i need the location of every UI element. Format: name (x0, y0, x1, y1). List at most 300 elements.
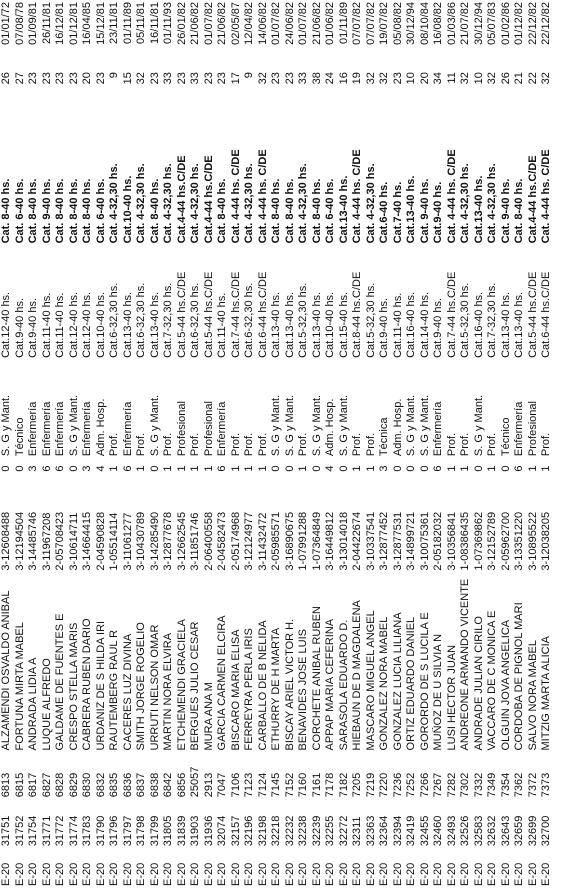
table-cell: 32239 (310, 815, 323, 847)
table-cell: 1 (175, 465, 188, 472)
table-cell: E-20 (310, 862, 323, 886)
table-cell: Prof. (540, 432, 552, 457)
table-cell: Cat.7-40 hs. (391, 181, 404, 244)
table-cell: 19/07/82 (378, 2, 390, 45)
table-cell: Enfermería (81, 401, 93, 457)
table-cell: E-20 (0, 862, 12, 886)
table-cell: Cat.5-44 hs.C/DE (202, 271, 215, 358)
table-cell: Cat. 6-40 hs. (324, 178, 336, 244)
table-cell: 32196 (243, 815, 255, 847)
table-cell: 3-10356841 (445, 511, 458, 571)
table-cell: Cat.4-44 hs.C/DE (202, 155, 215, 244)
table-cell: E-20 (54, 862, 66, 886)
table-cell: ALZAMENDI OSVALDO ANIBAL (0, 590, 12, 751)
table-cell: 1 (108, 465, 120, 472)
table-row (365, 0, 379, 888)
table-cell: 05/07/83 (486, 2, 498, 45)
table-cell: E-20 (472, 862, 485, 886)
table-cell: 01/11/93 (162, 2, 174, 45)
table-cell: 31798 (135, 815, 147, 847)
table-cell: Cat. 4-32,30 hs. (486, 163, 498, 244)
table-cell: E-20 (351, 862, 363, 886)
table-cell: 1 (486, 465, 498, 472)
table-cell: Cat.13-40 hs. (405, 175, 417, 244)
table-cell: 32583 (472, 815, 485, 847)
table-cell: Cat.5-44 hs.C/DE (175, 271, 188, 358)
table-cell: E-20 (67, 862, 80, 886)
table-cell: Cat. 4-32,30 hs. (297, 163, 309, 244)
table-cell: 31772 (54, 815, 66, 847)
table-cell: 6837 (135, 772, 147, 798)
table-cell: Cat. 6-40 hs. (13, 178, 26, 244)
table-cell: 3-16449812 (324, 511, 336, 571)
table-cell: E-20 (81, 862, 93, 886)
table-row (351, 0, 365, 888)
table-cell: 7302 (459, 772, 471, 798)
table-cell: 3-12194504 (13, 511, 26, 571)
table-cell: S. G y Mant. (310, 394, 323, 457)
table-cell: Cat. 4-32,30 hs. (364, 163, 377, 244)
table-cell: Cat.9-40 hs. (27, 298, 39, 358)
table-cell: 33 (162, 72, 174, 85)
table-cell: 17 (229, 72, 242, 85)
table-cell: 26/11/81 (40, 2, 53, 45)
table-cell: Cat.6-40 hs. (378, 181, 390, 244)
table-cell: Cat. 8-40 hs. (27, 178, 39, 244)
table-cell: 26 (0, 72, 12, 85)
table-cell: BISCARO MARIA ELISA (229, 629, 242, 751)
table-cell: RAUTEMBERG RAUL R (108, 629, 120, 751)
table-cell: E-20 (526, 862, 539, 886)
table-cell: 32 (135, 72, 147, 85)
table-cell: 6835 (108, 772, 120, 798)
table-cell: 3 (27, 465, 39, 472)
table-cell: S. G y Mant. (270, 394, 282, 457)
table-cell: Prof. (108, 432, 120, 457)
table-cell: 32 (540, 72, 552, 85)
table-cell: Cat. 4-44 hs. C/DE (351, 149, 363, 244)
table-cell: BERGUES JULIO CESAR (189, 621, 201, 751)
table-cell: Cat.8-44 hs.C/DE (351, 271, 363, 358)
table-cell: MUÑOZ DE U SILVIA N (432, 633, 444, 751)
table-cell: Cat. 8-40 hs. (216, 178, 228, 244)
table-cell: 19 (351, 72, 363, 85)
table-row (500, 0, 514, 888)
table-cell: 7267 (432, 772, 444, 798)
table-cell: Cat.7-44 hs.C/DE (445, 271, 458, 358)
table-cell: 32311 (351, 816, 363, 847)
table-cell: 22 (526, 72, 539, 85)
table-cell: Cat.12-40 hs. (0, 291, 12, 358)
table-cell: 7124 (256, 772, 269, 798)
table-row (284, 0, 298, 888)
table-cell: 0 (499, 465, 512, 472)
table-cell: Enfermería (216, 401, 228, 457)
table-cell: 16/12/81 (54, 2, 66, 45)
table-cell: Cat.11-40 hs. (54, 292, 66, 358)
table-cell: 2-04590828 (94, 511, 107, 571)
table-cell: 3-10075361 (418, 511, 431, 571)
table-cell: GONZALEZ NORA MABEL (378, 616, 390, 751)
table-cell: 10 (405, 72, 417, 85)
table-cell: 16/08/82 (432, 2, 444, 45)
table-cell: E-20 (229, 862, 242, 886)
table-cell: S. G y Mant. (148, 394, 161, 457)
table-cell: Cat. 8-40 hs. (310, 178, 323, 244)
table-cell: 23 (67, 72, 80, 85)
table-cell: Cat.12-40 hs. (81, 291, 93, 358)
table-cell: Cat. 4-32,30 hs. (459, 163, 471, 244)
table-cell: 31797 (121, 815, 134, 847)
table-cell: 1-08386435 (459, 511, 471, 571)
table-cell: Cat. 4-32,30 hs. (189, 163, 201, 244)
table-cell: 05/11/81 (135, 2, 147, 45)
table-cell: 30/12/94 (472, 2, 485, 45)
table-cell: SARASOLA EDUARDO D. (337, 619, 350, 751)
table-cell: Cat.16-40 hs. (405, 291, 417, 358)
table-cell: 7106 (229, 772, 242, 798)
table-cell: 31754 (27, 815, 39, 847)
table-cell: Cat.13-40 hs. (337, 175, 350, 244)
table-row (324, 0, 338, 888)
table-cell: ANDRADA LIDIA A (27, 657, 39, 751)
table-cell: 2-04582473 (216, 511, 228, 571)
table-cell: 07/07/82 (351, 2, 363, 45)
table-row (473, 0, 487, 888)
table-cell: Cat.6-32,30 hs. (243, 282, 255, 358)
table-cell: Adm. Hosp. (391, 398, 404, 457)
table-cell: 0 (283, 465, 296, 472)
table-cell: Cat.4-44 hs.C/DE (526, 155, 539, 244)
table-cell: 6817 (27, 772, 39, 798)
table-cell: Enfermería (27, 401, 39, 457)
table-cell: Cat.4-44 hs.C/DE (175, 155, 188, 244)
table-cell: VACCARO DE C MONICA E (486, 610, 498, 751)
table-row (176, 0, 190, 888)
table-cell: Cat.13-40 hs. (310, 291, 323, 358)
table-row (540, 0, 554, 888)
table-cell: S. G y Mant. (67, 394, 80, 457)
table-cell: BENAVIDES JOSE LUIS (297, 629, 309, 751)
table-cell: 32659 (513, 815, 525, 847)
table-cell: Cat.10-40 hs. (324, 291, 336, 358)
table-row (68, 0, 82, 888)
table-cell: E-20 (364, 862, 377, 886)
table-cell: Enfermería (40, 401, 53, 457)
table-cell: 7220 (378, 772, 390, 798)
table-cell: FERREYRA PERLA IRIS (243, 628, 255, 751)
table-cell: E-20 (499, 862, 512, 886)
table-cell: ETHURRY DE H MARTA (270, 627, 282, 751)
table-cell: 01/01/72 (0, 2, 12, 45)
table-cell: 6815 (13, 772, 26, 798)
table-cell: 7332 (472, 772, 485, 798)
table-cell: 3-10430789 (135, 511, 147, 571)
table-cell: Cat.6-32,30 hs. (189, 282, 201, 358)
table-row (486, 0, 500, 888)
table-cell: 6838 (148, 772, 161, 798)
table-cell: 6 (40, 465, 53, 472)
table-cell: 32632 (486, 815, 498, 847)
table-cell: 7047 (216, 772, 228, 798)
table-cell: 0 (13, 465, 26, 472)
table-cell: GONZALEZ LUCIA LILIANA (391, 612, 404, 751)
table-cell: 01/02/86 (499, 2, 512, 45)
table-cell: 10 (472, 72, 485, 85)
table-cell: 12/04/82 (243, 2, 255, 45)
table-cell: 7354 (499, 772, 512, 798)
table-cell: Cat. 9-40 hs. (499, 178, 512, 244)
table-cell: 6828 (54, 772, 66, 798)
table-cell: 32699 (526, 815, 539, 847)
table-cell: ETCHEMENDI GRACIELA (175, 619, 188, 751)
table-cell: 31796 (108, 815, 120, 847)
table-cell: 6 (121, 465, 134, 472)
table-cell: Adm. Hosp. (324, 398, 336, 457)
table-row (419, 0, 433, 888)
table-cell: 0 (472, 465, 485, 472)
table-row (243, 0, 257, 888)
table-cell: Enfermería (54, 401, 66, 457)
table-row (459, 0, 473, 888)
table-cell: 3-11851746 (189, 512, 201, 571)
table-cell: 3-12152789 (486, 511, 498, 571)
table-cell: 2-05985571 (270, 511, 282, 571)
table-cell: E-20 (40, 862, 53, 886)
table-row (257, 0, 271, 888)
table-cell: Profesional (526, 401, 539, 457)
table-cell: 31752 (13, 815, 26, 847)
table-cell: 3-12038205 (540, 511, 552, 571)
table-cell: Cat. 9-40 hs. (418, 178, 431, 244)
table-cell: 1 (459, 465, 471, 472)
table-row (230, 0, 244, 888)
table-cell: CORDOBA DE PIGNOL MARI (513, 602, 525, 751)
table-cell: Enfermería (121, 401, 134, 457)
table-cell: Técnico (13, 417, 26, 457)
table-cell: 16 (337, 72, 350, 85)
table-cell: 22/12/82 (526, 2, 539, 45)
table-cell: 3 (378, 465, 390, 472)
table-cell: 2-05182032 (432, 511, 444, 571)
table-row (81, 0, 95, 888)
table-cell: 23 (27, 72, 39, 85)
table-cell: 21/06/82 (189, 2, 201, 45)
table-cell: 24/06/82 (283, 2, 296, 45)
table-cell: 7282 (445, 772, 458, 798)
table-cell: CARBALLO DE B NELIDA (256, 620, 269, 751)
table-cell: 9 (243, 72, 255, 79)
table-cell: 3-12124977 (243, 511, 255, 571)
table-cell: Cat.7-44 hs.C/DE (229, 271, 242, 358)
table-cell: 20 (418, 72, 431, 85)
table-cell: Cat. 8-40 hs. (148, 178, 161, 244)
table-cell: E-20 (94, 862, 107, 886)
table-row (0, 0, 14, 888)
table-cell: E-20 (378, 862, 390, 886)
table-cell: 23 (270, 72, 282, 85)
table-cell: CORCHETE ANIBAL RUBEN (310, 606, 323, 751)
table-cell: 31751 (0, 815, 12, 847)
table-cell: Cat.13-40 hs. (283, 291, 296, 358)
table-cell: CACERES LUZ DIVINA (121, 633, 134, 751)
table-cell: Prof. (486, 432, 498, 457)
table-cell: Cat. 4-32,30 hs. (162, 163, 174, 244)
table-cell: 08/10/84 (418, 2, 431, 45)
table-cell: 23 (175, 72, 188, 85)
table-cell: 31799 (148, 815, 161, 847)
table-cell: 6830 (81, 772, 93, 798)
table-cell: 3-12662545 (175, 511, 188, 571)
table-cell: 3-11967208 (40, 512, 53, 571)
table-cell: 3-12877452 (378, 511, 390, 571)
table-row (513, 0, 527, 888)
table-cell: Enfermería (513, 401, 525, 457)
table-cell: 31774 (67, 815, 80, 847)
table-cell: 25057 (189, 766, 201, 798)
table-cell: Cat.13-40 hs. (270, 291, 282, 358)
table-cell: 1-07991288 (297, 511, 309, 571)
table-row (432, 0, 446, 888)
table-cell: 32394 (391, 815, 404, 847)
table-cell: S. G y Mant. (337, 394, 350, 457)
table-cell: BISCAY ARIEL VICTOR H. (283, 618, 296, 751)
table-cell: E-20 (432, 862, 444, 886)
table-cell: MURA ANA M (202, 682, 215, 751)
table-cell: 16/04/85 (81, 2, 93, 45)
table-cell: 01/03/86 (445, 2, 458, 45)
table-cell: 7252 (405, 772, 417, 798)
table-cell: 32 (256, 72, 269, 85)
table-cell: 3-14485746 (27, 511, 39, 571)
table-cell: Cat. 8-40 hs. (270, 178, 282, 244)
table-cell: 15 (121, 72, 134, 85)
table-cell: Cat.13-40 hs. (148, 291, 161, 358)
table-row (270, 0, 284, 888)
table-cell: 32364 (378, 815, 390, 847)
table-cell: 0 (391, 465, 404, 472)
table-cell: 0 (405, 465, 417, 472)
table-cell: 32074 (216, 815, 228, 847)
table-cell: 31936 (202, 815, 215, 847)
table-cell: E-20 (162, 862, 174, 886)
table-cell: 07/08/78 (13, 2, 26, 45)
table-cell: 3-12877678 (162, 511, 174, 571)
table-cell: Prof. (135, 432, 147, 457)
table-cell: LUQUE ALFREDO (40, 658, 53, 751)
table-cell: CRESPO STELLA MARIS (67, 622, 80, 751)
table-cell: Cat.9-40 hs. (13, 298, 26, 358)
table-cell: MITZIG MARTA ALICIA (540, 635, 552, 751)
table-row (95, 0, 109, 888)
table-cell: Cat. 4-44 hs. C/DE (229, 149, 242, 244)
table-cell: E-20 (13, 862, 26, 886)
table-cell: 33 (297, 72, 309, 85)
table-cell: E-20 (243, 862, 255, 886)
table-cell: 3-14899721 (405, 511, 417, 571)
table-cell: Técnica (378, 417, 390, 457)
table-cell: 21 (513, 72, 525, 85)
table-cell: 0 (67, 465, 80, 472)
table-cell: E-20 (337, 862, 350, 886)
table-cell: 1 (135, 465, 147, 472)
table-cell: 1-05514114 (108, 512, 120, 571)
table-cell: FORTUNA MIRTA MABEL (13, 622, 26, 751)
table-cell: Cat. 8-40 hs. (54, 178, 66, 244)
table-row (446, 0, 460, 888)
table-cell: ANDRADE JULIAN CIRILO (472, 616, 485, 751)
table-cell: 02/05/87 (229, 2, 242, 45)
table-row (108, 0, 122, 888)
table-cell: 2-05174968 (229, 511, 242, 571)
table-cell: 32 (364, 72, 377, 85)
table-cell: URDANIZ DE S HILDA IRI (94, 620, 107, 751)
table-cell: Adm. Hosp. (94, 398, 107, 457)
table-cell: Cat.7-32,30 hs. (486, 282, 498, 358)
table-cell: 7236 (391, 772, 404, 798)
table-cell: 23 (40, 72, 53, 85)
table-cell: 23 (202, 72, 215, 85)
table-row (378, 0, 392, 888)
table-cell: 6 (216, 465, 228, 472)
table-cell: 3-14285490 (148, 511, 161, 571)
table-cell: Cat.15-40 hs. (337, 291, 350, 358)
table-cell: 01/12/81 (67, 2, 80, 45)
table-cell: 23/11/81 (108, 2, 120, 45)
table-cell: 6829 (67, 772, 80, 798)
table-cell: 6 (432, 465, 444, 472)
table-cell: 01/09/81 (27, 2, 39, 45)
table-cell: 32643 (499, 815, 512, 847)
table-cell: 1 (526, 465, 539, 472)
table-cell: 01/11/89 (121, 2, 134, 45)
table-cell: 32455 (418, 815, 431, 847)
table-cell: E-20 (270, 862, 282, 886)
table-cell: S. G y Mant. (405, 394, 417, 457)
table-cell: Prof. (297, 432, 309, 457)
table-row (14, 0, 28, 888)
table-row (216, 0, 230, 888)
table-cell: 0 (418, 465, 431, 472)
table-cell: 4 (94, 465, 107, 472)
table-cell: E-20 (27, 862, 39, 886)
table-cell: HIEBAUN DE D MAGDALENA (351, 600, 363, 751)
table-cell: E-20 (175, 862, 188, 886)
table-cell: Cat.13-40 hs. (513, 291, 525, 358)
table-cell: 6827 (40, 772, 53, 798)
table-cell: Prof. (364, 432, 377, 457)
table-cell: 7123 (243, 772, 255, 798)
table-cell: 32526 (459, 815, 471, 847)
table-cell: Cat.12-40 hs. (67, 291, 80, 358)
table-cell: E-20 (135, 862, 147, 886)
table-cell: 32238 (297, 815, 309, 847)
table-cell: MASCARO MIGUEL ANGEL (364, 610, 377, 751)
table-cell: 23 (283, 72, 296, 85)
table-cell: S. G y Mant. (472, 394, 485, 457)
table-cell: Prof. (243, 432, 255, 457)
table-cell: 6836 (121, 772, 134, 798)
table-cell: 32232 (283, 815, 296, 847)
table-cell: E-20 (459, 862, 471, 886)
table-cell: 1 (189, 465, 201, 472)
table-cell: Cat.9-40 hs. (378, 298, 390, 358)
table-cell: Cat. 4-44 hs. C/DE (445, 149, 458, 244)
table-cell: Cat.5-32,30 hs. (364, 282, 377, 358)
table-cell: 0 (270, 465, 282, 472)
table-cell: 31790 (94, 815, 107, 847)
table-cell: 7161 (310, 772, 323, 798)
